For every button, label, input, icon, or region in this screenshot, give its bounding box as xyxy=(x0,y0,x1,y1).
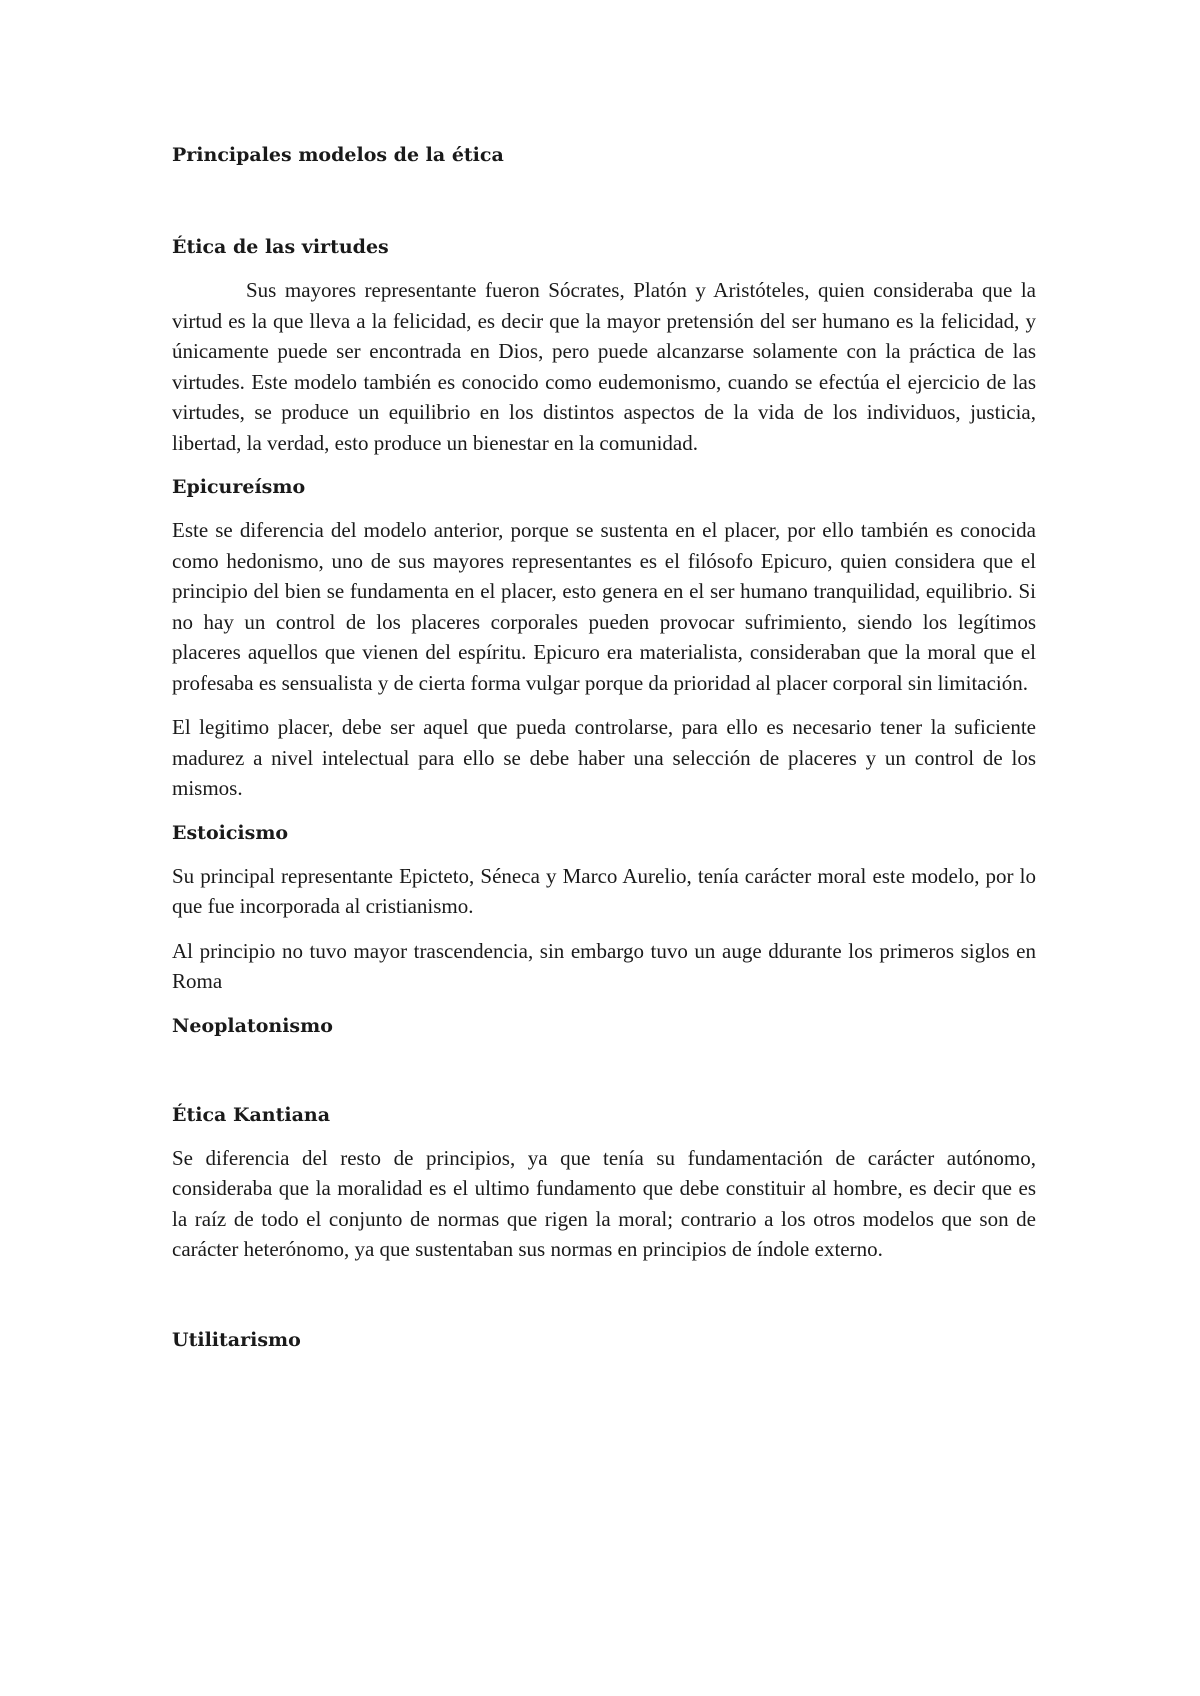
paragraph-estoicismo-2: Al principio no tuvo mayor trascendencia, sin embargo tuvo un auge ddurante los primeros siglos en Roma xyxy=(172,938,1036,993)
paragraph-epicureismo-1: Este se diferencia del modelo anterior, porque se sustenta en el placer, por ello también es conocida como hedonismo, uno de sus mayores representantes es el filósofo Epicuro, quien considera que el principio del bien se fundamenta en el placer, esto genera en el ser humano tranquilidad, equilibrio. Si no hay un control de los placeres corporales pueden provocar sufrimiento, siendo los legítimos placeres aquellos que vienen del espíritu. Epicuro era materialista, consideraban que la moral que el profesaba es sensualista y de cierta forma vulgar porque da prioridad al placer corporal sin limitación. xyxy=(172,518,1036,695)
paragraph-etica-virtudes-1: Sus mayores representante fueron Sócrates, Platón y Aristóteles, quien consideraba que la virtud es la que lleva a la felicidad, es decir que la mayor pretensión del ser humano es la felicidad, y únicamente puede ser encontrada en Dios, pero puede alcanzarse solamente con la práctica de las virtudes. Este modelo también es conocido como eudemonismo, cuando se efectúa el ejercicio de las virtudes, se produce un equilibrio en los distintos aspectos de la vida de los individuos, justicia, libertad, la verdad, esto produce un bienestar en la comunidad. xyxy=(172,278,1036,455)
paragraph-epicureismo-2: El legitimo placer, debe ser aquel que pueda controlarse, para ello es necesario tener la suficiente madurez a nivel intelectual para ello se debe haber una selección de placeres y un control de los mismos. xyxy=(172,715,1036,800)
blank-space xyxy=(172,1054,1036,1100)
section-heading-etica-virtudes: Ética de las virtudes xyxy=(172,236,389,258)
section-heading-estoicismo: Estoicismo xyxy=(172,821,289,844)
paragraph-etica-kantiana-1: Se diferencia del resto de principios, ya que tenía su fundamentación de carácter autónomo, consideraba que la moralidad es el ultimo fundamento que debe constituir al hombre, es decir que es la raíz de todo el conjunto de normas que rigen la moral; contrario a los otros modelos que son de carácter heterónomo, ya que sustentaban sus normas en principios de índole externo. xyxy=(172,1145,1036,1261)
section-heading-epicureismo: Epicureísmo xyxy=(172,476,306,498)
section-heading-neoplatonismo: Neoplatonismo xyxy=(172,1014,333,1037)
section-heading-utilitarismo: Utilitarismo xyxy=(172,1328,301,1351)
document-title: Principales modelos de la ética xyxy=(172,144,504,166)
paragraph-estoicismo-1: Su principal representante Epicteto, Séneca y Marco Aurelio, tenía carácter moral este modelo, por lo que fue incorporada al cristianismo. xyxy=(172,863,1036,918)
document-page xyxy=(172,140,1036,1368)
blank-space xyxy=(172,1279,1036,1325)
section-heading-etica-kantiana: Ética Kantiana xyxy=(172,1103,331,1126)
